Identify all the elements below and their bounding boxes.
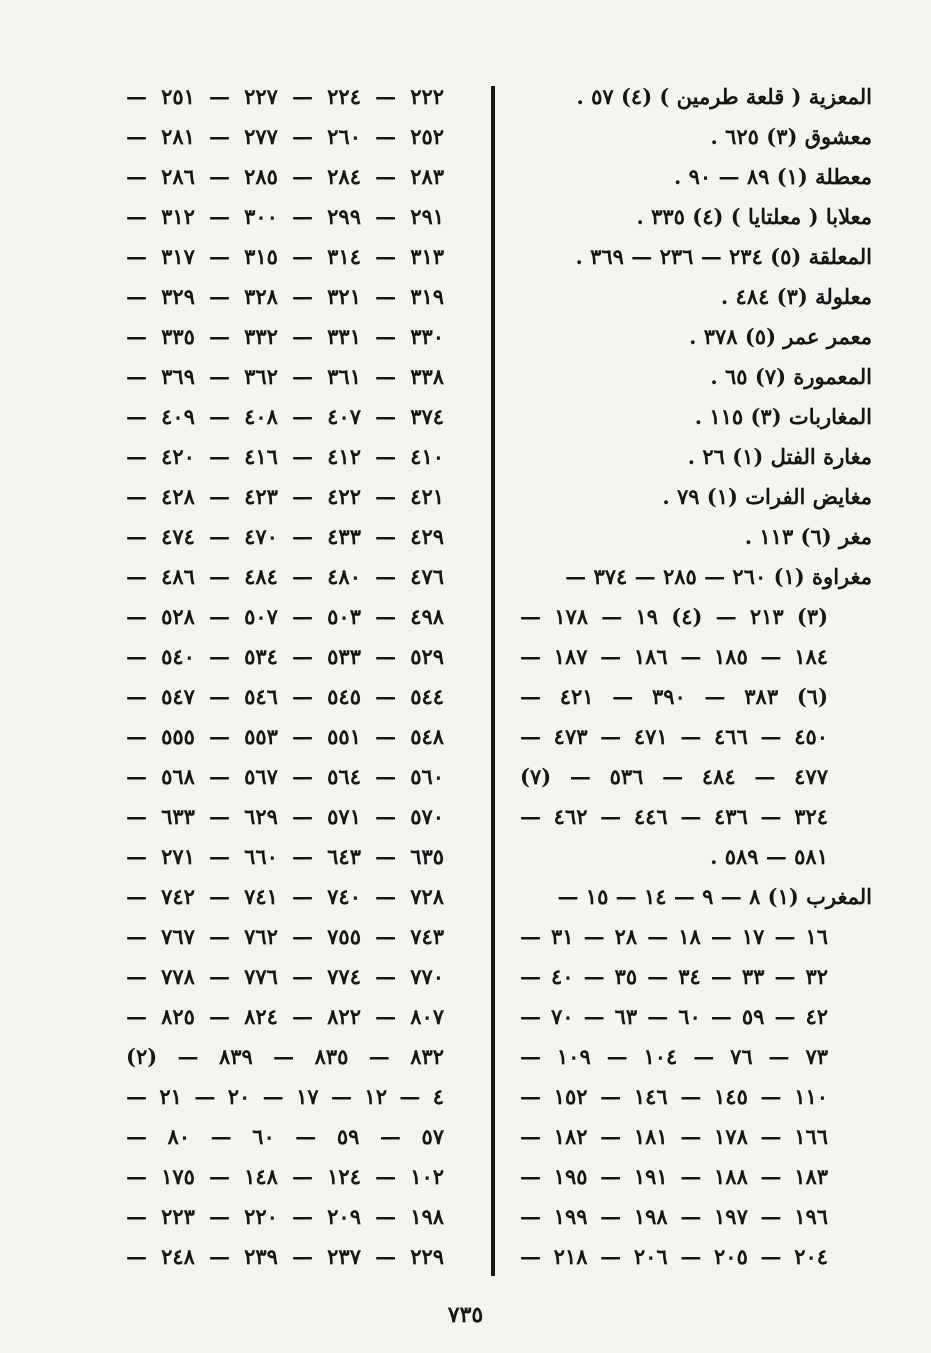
index-entry-continuation: ١٨٣ — ١٨٨ — ١٩١ — ١٩٥ — bbox=[520, 1164, 829, 1189]
index-entry-continuation: ٧٤٣ — ٧٥٥ — ٧٦٢ — ٧٦٧ — bbox=[126, 924, 444, 949]
index-entry-continuation: ٤٢٩ — ٤٣٣ — ٤٧٠ — ٤٧٤ — bbox=[126, 524, 444, 549]
index-entry-continuation: ٧٢٨ — ٧٤٠ — ٧٤١ — ٧٤٢ — bbox=[126, 884, 444, 909]
index-entry: مغايض الفرات (١) ٧٩ . bbox=[662, 484, 872, 509]
index-entry-continuation: ٣٣٨ — ٣٦١ — ٣٦٢ — ٣٦٩ — bbox=[126, 364, 444, 389]
index-entry-continuation: ٤٧٧ — ٤٨٤ — ٥٣٦ — (٧) bbox=[520, 764, 828, 789]
index-entry-continuation: ٢٨٣ — ٢٨٤ — ٢٨٥ — ٢٨٦ — bbox=[126, 164, 444, 189]
index-entry-continuation: ٨٣٢ — ٨٣٥ — ٨٣٩ — (٢) bbox=[126, 1044, 444, 1069]
index-entry-continuation: ١١٠ — ١٤٥ — ١٤٦ — ١٥٢ — bbox=[520, 1084, 829, 1109]
index-entry-continuation: ٢٥٢ — ٢٦٠ — ٢٧٧ — ٢٨١ — bbox=[126, 124, 444, 149]
index-entry-continuation: ١٦ — ١٧ — ١٨ — ٢٨ — ٣١ — bbox=[520, 924, 829, 949]
index-entry-continuation: ٣٢ — ٣٣ — ٣٤ — ٣٥ — ٤٠ — bbox=[520, 964, 829, 989]
index-entry-continuation: ٤١٠ — ٤١٢ — ٤١٦ — ٤٢٠ — bbox=[126, 444, 444, 469]
page-number: ٧٣٥ bbox=[447, 1302, 484, 1328]
index-entry-continuation: ٤٢ — ٥٩ — ٦٠ — ٦٣ — ٧٠ — bbox=[520, 1004, 829, 1029]
index-entry-continuation: (٣) ٢١٣ — (٤) ١٩ — ١٧٨ — bbox=[520, 604, 829, 629]
index-entry: معلابا ( معلتايا ) (٤) ٣٣٥ . bbox=[636, 204, 872, 229]
index-entry-continuation: ٢٩١ — ٢٩٩ — ٣٠٠ — ٣١٢ — bbox=[126, 204, 444, 229]
index-entry-continuation: ٢٢٢ — ٢٢٤ — ٢٢٧ — ٢٥١ — bbox=[126, 84, 444, 109]
index-entry-continuation: ٤ — ١٢ — ١٧ — ٢٠ — ٢١ — bbox=[126, 1084, 444, 1109]
index-entry-continuation: ٣٣٠ — ٣٣١ — ٣٣٢ — ٣٣٥ — bbox=[126, 324, 444, 349]
index-entry-continuation: ٥٤٤ — ٥٤٥ — ٥٤٦ — ٥٤٧ — bbox=[126, 684, 444, 709]
index-entry-continuation: ٤٢١ — ٤٢٢ — ٤٢٣ — ٤٢٨ — bbox=[126, 484, 444, 509]
index-entry-continuation: ١٨٤ — ١٨٥ — ١٨٦ — ١٨٧ — bbox=[520, 644, 829, 669]
index-entry-continuation: ١٠٢ — ١٢٤ — ١٤٨ — ١٧٥ — bbox=[126, 1164, 444, 1189]
index-entry: معشوق (٣) ٦٢٥ . bbox=[710, 124, 872, 149]
index-entry-continuation: ٥٨١ — ٥٨٩ . bbox=[710, 844, 828, 869]
index-entry-continuation: ١٩٨ — ٢٠٩ — ٢٢٠ — ٢٢٣ — bbox=[126, 1204, 444, 1229]
index-entry-continuation: ٧٣ — ٧٦ — ١٠٤ — ١٠٩ — bbox=[520, 1044, 828, 1069]
index-entry: المعمورة (٧) ٦٥ . bbox=[710, 364, 872, 389]
column-divider bbox=[491, 86, 495, 1276]
index-entry: معمر عمر (٥) ٣٧٨ . bbox=[689, 324, 872, 349]
index-entry: معلولة (٣) ٤٨٤ . bbox=[720, 284, 872, 309]
index-entry-continuation: ٢٠٤ — ٢٠٥ — ٢٠٦ — ٢١٨ — bbox=[520, 1244, 829, 1269]
index-entry-continuation: ٥٦٠ — ٥٦٤ — ٥٦٧ — ٥٦٨ — bbox=[126, 764, 444, 789]
index-entry: معطلة (١) ٨٩ — ٩٠ . bbox=[674, 164, 872, 189]
right-column bbox=[520, 77, 872, 1277]
index-entry: مغارة الفتل (١) ٢٦ . bbox=[687, 444, 872, 469]
index-entry-continuation: ٥٢٩ — ٥٣٣ — ٥٣٤ — ٥٤٠ — bbox=[126, 644, 444, 669]
index-entry-continuation: ٤٧٦ — ٤٨٠ — ٤٨٤ — ٤٨٦ — bbox=[126, 564, 444, 589]
index-entry-continuation: ٣١٣ — ٣١٤ — ٣١٥ — ٣١٧ — bbox=[126, 244, 444, 269]
index-entry-continuation: ٥٧٠ — ٥٧١ — ٦٢٩ — ٦٣٣ — bbox=[126, 804, 444, 829]
index-entry-continuation: ٧٧٠ — ٧٧٤ — ٧٧٦ — ٧٧٨ — bbox=[126, 964, 444, 989]
index-entry: المغرب (١) ٨ — ٩ — ١٤ — ١٥ — bbox=[557, 884, 872, 909]
left-column bbox=[126, 77, 444, 1277]
index-entry-continuation: ٣٧٤ — ٤٠٧ — ٤٠٨ — ٤٠٩ — bbox=[126, 404, 444, 429]
index-entry: المغاربات (٣) ١١٥ . bbox=[694, 404, 872, 429]
index-entry-continuation: ٣١٩ — ٣٢١ — ٣٢٨ — ٣٢٩ — bbox=[126, 284, 444, 309]
index-entry-continuation: (٦) ٣٨٣ — ٣٩٠ — ٤٢١ — bbox=[520, 684, 828, 709]
index-entry-continuation: ٢٢٩ — ٢٣٧ — ٢٣٩ — ٢٤٨ — bbox=[126, 1244, 444, 1269]
index-entry: المعزية ( قلعة طرمين ) (٤) ٥٧ . bbox=[576, 84, 872, 109]
index-entry: مغر (٦) ١١٣ . bbox=[744, 524, 872, 549]
index-entry-continuation: ١٦٦ — ١٧٨ — ١٨١ — ١٨٢ — bbox=[520, 1124, 829, 1149]
index-entry-continuation: ٥٧ — ٥٩ — ٦٠ — ٨٠ — bbox=[126, 1124, 444, 1149]
index-entry: المعلقة (٥) ٢٣٤ — ٢٣٦ — ٣٦٩ . bbox=[575, 244, 872, 269]
index-entry-continuation: ١٩٦ — ١٩٧ — ١٩٨ — ١٩٩ — bbox=[520, 1204, 829, 1229]
index-entry: مغراوة (١) ٢٦٠ — ٢٨٥ — ٣٧٤ — bbox=[565, 564, 872, 589]
index-entry-continuation: ٥٤٨ — ٥٥١ — ٥٥٣ — ٥٥٥ — bbox=[126, 724, 444, 749]
index-entry-continuation: ٦٣٥ — ٦٤٣ — ٦٦٠ — ٢٧١ — bbox=[126, 844, 444, 869]
index-entry-continuation: ٣٢٤ — ٤٣٦ — ٤٤٦ — ٤٦٢ — bbox=[520, 804, 829, 829]
index-entry-continuation: ٨٠٧ — ٨٢٢ — ٨٢٤ — ٨٢٥ — bbox=[126, 1004, 444, 1029]
index-entry-continuation: ٤٥٠ — ٤٦٦ — ٤٧١ — ٤٧٣ — bbox=[520, 724, 829, 749]
index-entry-continuation: ٤٩٨ — ٥٠٣ — ٥٠٧ — ٥٢٨ — bbox=[126, 604, 444, 629]
